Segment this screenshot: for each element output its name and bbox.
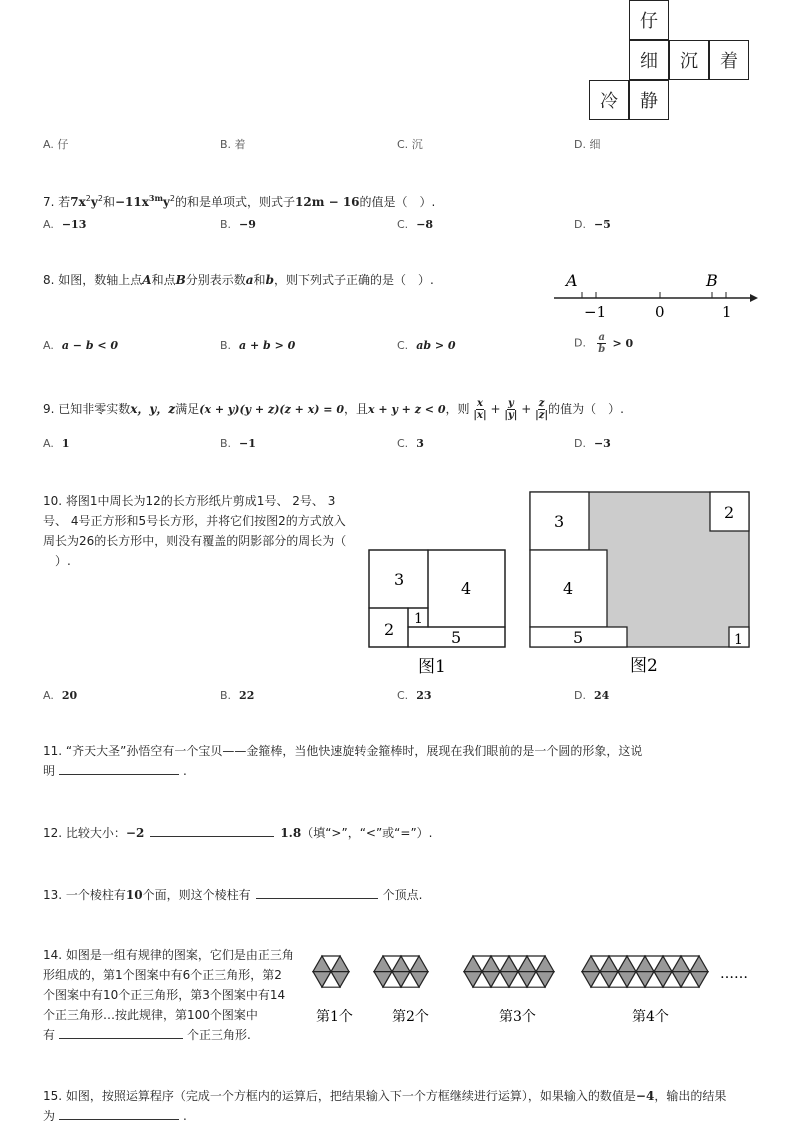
q8-option-d[interactable]: D. $\frac{a}{b}$ > 0 <box>574 332 634 355</box>
ellipsis: …… <box>720 966 748 982</box>
svg-text:2: 2 <box>724 503 735 522</box>
q7-option-a[interactable]: A. −13 <box>43 218 87 231</box>
cube-cell: 着 <box>709 40 749 80</box>
pattern-label: 第2个 <box>392 1009 429 1025</box>
figure-1 <box>368 548 508 678</box>
svg-text:4: 4 <box>461 579 472 598</box>
q6-option-d[interactable]: D. 细 <box>574 138 601 151</box>
q9-option-b[interactable]: B. −1 <box>220 437 256 450</box>
q11-stem: 11. “齐天大圣”孙悟空有一个宝贝——金箍棒，当他快速旋转金箍棒时，展现在我们眼前的是一个圆的形象，这说 明 . <box>43 744 643 778</box>
cube-cell: 静 <box>629 80 669 120</box>
pattern-label: 第4个 <box>632 1009 669 1025</box>
q14-stem: 14. 如图是一组有规律的图案，它们是由正三角 形组成的，第1个图案中有6个正三角形，第2 个图案中有10个正三角形，第3个图案中有14 个正三角形…按此规律，第100个图案中 有 个正三角形. <box>43 948 294 1042</box>
q8-option-a[interactable]: A. a − b < 0 <box>43 339 119 352</box>
triangle-patterns <box>308 948 768 1030</box>
tick-label: 0 <box>655 303 665 321</box>
q9-option-d[interactable]: D. −3 <box>574 437 611 450</box>
svg-text:5: 5 <box>573 628 584 647</box>
q10-stem: 10. 将图1中周长为12的长方形纸片剪成1号、 2号、 3 号、 4号正方形和5号长方形，并将它们按图2的方式放入 周长为26的长方形中，则没有覆盖的阴影部分的周长为（ ）. <box>43 494 347 568</box>
pattern-label: 第1个 <box>316 1009 353 1025</box>
q10-option-a[interactable]: A. 20 <box>43 689 78 702</box>
figure-1-label: 图1 <box>418 657 446 677</box>
svg-text:1: 1 <box>734 632 743 648</box>
cube-cell: 冷 <box>589 80 629 120</box>
q15-stem: 15. 如图，按照运算程序（完成一个方框内的运算后，把结果输入下一个方框继续进行运算），如果输入的数值是−4，输出的结果 为 . <box>43 1089 727 1123</box>
pattern-label: 第3个 <box>499 1009 536 1025</box>
answer-blank[interactable] <box>256 886 378 899</box>
svg-text:4: 4 <box>563 579 574 598</box>
option-text: 沉 <box>411 138 423 151</box>
tick-label: 1 <box>722 303 732 321</box>
option-text: 仔 <box>57 138 69 151</box>
q7-stem: 7. 若$7x^2y^2$和$-11x^{3m}y^2$的和是单项式，则式子12m − 16的值是（ ）. <box>43 193 436 209</box>
q8-option-c[interactable]: C. ab > 0 <box>397 339 456 352</box>
q9-option-c[interactable]: C. 3 <box>397 437 424 450</box>
answer-blank[interactable] <box>59 1026 183 1039</box>
point-a-label: A <box>566 271 578 290</box>
q7-option-c[interactable]: C. −8 <box>397 218 434 231</box>
cube-cell: 沉 <box>669 40 709 80</box>
q10-option-b[interactable]: B. 22 <box>220 689 255 702</box>
q6-option-b[interactable]: B. 着 <box>220 138 246 151</box>
svg-text:2: 2 <box>384 620 395 639</box>
svg-text:5: 5 <box>451 628 462 647</box>
option-text: 着 <box>234 138 246 151</box>
point-b-label: B <box>706 271 718 290</box>
svg-text:1: 1 <box>414 611 423 627</box>
option-text: 细 <box>589 138 601 151</box>
q6-option-c[interactable]: C. 沉 <box>397 138 423 151</box>
number-line <box>550 268 760 326</box>
answer-blank[interactable] <box>59 762 179 775</box>
q8-stem: 8. 如图，数轴上点A和点B分别表示数a和b，则下列式子正确的是（ ）. <box>43 273 434 287</box>
answer-blank[interactable] <box>150 824 274 837</box>
q13-stem: 13. 一个棱柱有10个面，则这个棱柱有 个顶点. <box>43 888 423 902</box>
figure-2-label: 图2 <box>630 656 658 676</box>
cube-cell: 仔 <box>629 0 669 40</box>
q10-option-d[interactable]: D. 24 <box>574 689 610 702</box>
figure-2 <box>528 490 754 678</box>
tick-label: −1 <box>584 303 607 321</box>
q7-option-d[interactable]: D. −5 <box>574 218 611 231</box>
q7-option-b[interactable]: B. −9 <box>220 218 256 231</box>
q8-option-b[interactable]: B. a + b > 0 <box>220 339 296 352</box>
answer-blank[interactable] <box>59 1107 179 1120</box>
svg-text:3: 3 <box>554 512 565 531</box>
q6-option-a[interactable]: A. 仔 <box>43 138 69 151</box>
q10-option-c[interactable]: C. 23 <box>397 689 432 702</box>
q9-option-a[interactable]: A. 1 <box>43 437 70 450</box>
svg-text:3: 3 <box>394 570 405 589</box>
cube-cell: 细 <box>629 40 669 80</box>
q9-stem: 9. 已知非零实数x，y，z满足(x + y)(y + z)(z + x) = 0，且x + y + z < 0，则 $\frac{x}{|x|}$ + $\frac{y}{|y|}$ + $\frac{z}{|z|}$ 的值为（ ）. <box>43 398 624 421</box>
q12-stem: 12. 比较大小：−2 1.8（填“>”，“<”或“=”）. <box>43 826 433 840</box>
